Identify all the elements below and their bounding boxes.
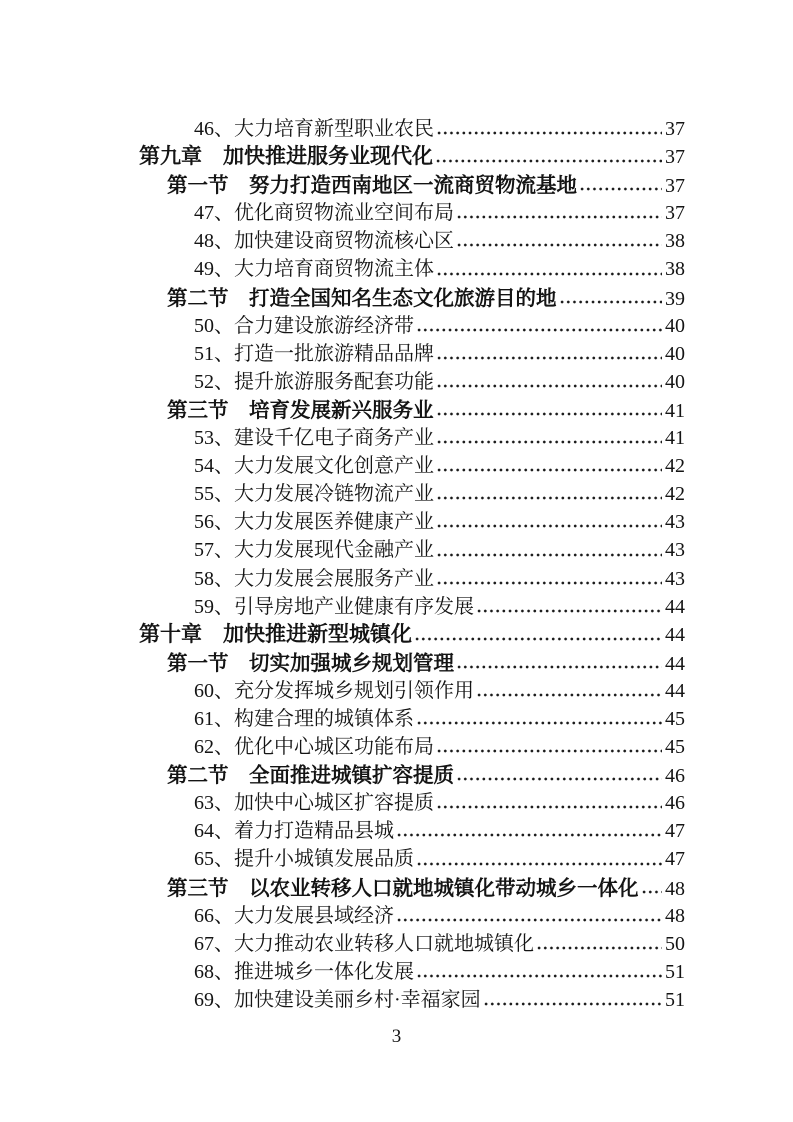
dot-leader (456, 758, 662, 786)
dot-leader (456, 646, 662, 674)
toc-entry-page: 47 (665, 820, 685, 843)
toc-entry-page: 45 (665, 736, 685, 759)
toc-entry-label: 66、大力发展县域经济 (194, 904, 394, 927)
toc-entry-label: 65、提升小城镇发展品质 (194, 848, 414, 871)
toc-entry-label: 第一节 切实加强城乡规划管理 (167, 652, 454, 674)
dot-leader (436, 477, 662, 505)
toc-entry-page: 43 (665, 511, 685, 534)
toc-entry-page: 51 (665, 960, 685, 983)
dot-leader (416, 702, 662, 730)
toc-entry (139, 281, 685, 309)
toc-entry-label: 第三节 培育发展新兴服务业 (167, 399, 434, 422)
toc-entry-label: 第二节 打造全国知名生态文化旅游目的地 (167, 287, 557, 309)
toc-entry (139, 252, 685, 280)
toc-entry-label: 63、加快中心城区扩容提质 (194, 792, 434, 815)
toc-entry-page: 39 (665, 287, 685, 309)
toc-entry-page: 38 (665, 230, 685, 253)
toc-entry-page: 37 (665, 118, 685, 140)
toc-entry-page: 38 (665, 258, 685, 281)
toc-entry-page: 46 (665, 792, 685, 815)
toc-entry (139, 168, 685, 196)
toc-entry (139, 702, 685, 730)
dot-leader (436, 730, 662, 758)
toc-entry-label: 64、着力打造精品县城 (194, 820, 394, 843)
toc-entry-page: 40 (665, 314, 685, 337)
toc-entry (139, 533, 685, 561)
toc-entry-page: 37 (665, 202, 685, 225)
table-of-contents (139, 112, 685, 1011)
toc-entry (139, 196, 685, 224)
toc-entry-page: 44 (665, 595, 685, 618)
toc-entry-page: 44 (665, 679, 685, 702)
toc-entry-label: 67、大力推动农业转移人口就地城镇化 (194, 932, 534, 955)
toc-entry (139, 337, 685, 365)
toc-entry-label: 第十章 加快推进新型城镇化 (139, 622, 412, 646)
toc-entry-page: 51 (665, 988, 685, 1011)
toc-entry (139, 393, 685, 421)
toc-entry-label: 48、加快建设商贸物流核心区 (194, 230, 454, 253)
toc-entry (139, 449, 685, 477)
toc-entry-page: 41 (665, 427, 685, 450)
toc-entry-label: 第九章 加快推进服务业现代化 (139, 145, 433, 169)
toc-entry-label: 第二节 全面推进城镇扩容提质 (167, 765, 454, 787)
toc-entry (139, 112, 685, 140)
dot-leader (436, 365, 662, 393)
dot-leader (436, 786, 662, 814)
toc-entry (139, 786, 685, 814)
toc-entry (139, 140, 685, 168)
dot-leader (436, 393, 663, 421)
toc-entry (139, 674, 685, 702)
toc-entry-page: 42 (665, 483, 685, 506)
toc-entry-page: 37 (665, 175, 685, 197)
page-number: 3 (391, 1026, 402, 1047)
toc-entry (139, 814, 685, 842)
dot-leader (436, 533, 662, 561)
toc-entry-label: 61、构建合理的城镇体系 (194, 707, 414, 730)
dot-leader (483, 983, 662, 1011)
dot-leader (396, 899, 662, 927)
toc-entry-page: 37 (665, 146, 685, 169)
toc-entry-label: 58、大力发展会展服务产业 (194, 567, 434, 590)
toc-entry-label: 59、引导房地产业健康有序发展 (194, 595, 474, 618)
toc-entry-page: 44 (665, 652, 685, 674)
toc-entry-page: 48 (665, 877, 685, 899)
toc-entry-page: 47 (665, 848, 685, 871)
dot-leader (559, 281, 663, 309)
toc-entry-page: 43 (665, 539, 685, 562)
toc-entry (139, 758, 685, 786)
toc-entry-label: 69、加快建设美丽乡村·幸福家园 (194, 988, 481, 1011)
toc-entry (139, 842, 685, 870)
dot-leader (416, 842, 662, 870)
toc-entry (139, 871, 685, 899)
dot-leader (476, 674, 662, 702)
toc-entry (139, 224, 685, 252)
toc-entry-page: 46 (665, 765, 685, 787)
dot-leader (436, 562, 662, 590)
toc-entry-page: 41 (665, 399, 685, 422)
dot-leader (579, 168, 662, 196)
dot-leader (436, 112, 662, 140)
dot-leader (435, 140, 662, 168)
toc-entry (139, 365, 685, 393)
toc-entry (139, 646, 685, 674)
toc-entry-label: 62、优化中心城区功能布局 (194, 736, 434, 759)
toc-entry-page: 40 (665, 370, 685, 393)
toc-entry-label: 49、大力培育商贸物流主体 (194, 258, 434, 281)
toc-entry (139, 309, 685, 337)
toc-entry-label: 46、大力培育新型职业农民 (194, 118, 434, 140)
toc-entry (139, 590, 685, 618)
toc-entry-page: 43 (665, 567, 685, 590)
toc-entry-page: 45 (665, 707, 685, 730)
toc-entry (139, 505, 685, 533)
dot-leader (641, 871, 663, 899)
toc-entry-label: 52、提升旅游服务配套功能 (194, 370, 434, 393)
toc-entry-label: 60、充分发挥城乡规划引领作用 (194, 679, 474, 702)
toc-entry (139, 562, 685, 590)
toc-entry-page: 48 (665, 904, 685, 927)
toc-entry-label: 68、推进城乡一体化发展 (194, 960, 414, 983)
toc-entry (139, 983, 685, 1011)
dot-leader (456, 196, 662, 224)
dot-leader (476, 590, 662, 618)
dot-leader (416, 309, 662, 337)
dot-leader (456, 224, 662, 252)
dot-leader (396, 814, 662, 842)
dot-leader (436, 505, 662, 533)
toc-entry-label: 第三节 以农业转移人口就地城镇化带动城乡一体化 (167, 877, 639, 899)
toc-entry-label: 54、大力发展文化创意产业 (194, 455, 434, 478)
toc-entry (139, 477, 685, 505)
toc-entry (139, 955, 685, 983)
dot-leader (436, 252, 662, 280)
toc-entry-label: 47、优化商贸物流业空间布局 (194, 202, 454, 225)
toc-entry-label: 50、合力建设旅游经济带 (194, 314, 414, 337)
toc-entry-label: 51、打造一批旅游精品品牌 (194, 342, 434, 365)
dot-leader (436, 337, 662, 365)
toc-entry (139, 421, 685, 449)
toc-entry-label: 55、大力发展冷链物流产业 (194, 483, 434, 506)
toc-entry-page: 40 (665, 342, 685, 365)
dot-leader (414, 618, 662, 646)
toc-entry-label: 57、大力发展现代金融产业 (194, 539, 434, 562)
toc-entry (139, 730, 685, 758)
toc-entry-label: 56、大力发展医养健康产业 (194, 511, 434, 534)
dot-leader (416, 955, 662, 983)
toc-entry-label: 53、建设千亿电子商务产业 (194, 427, 434, 450)
toc-entry-page: 44 (665, 623, 685, 646)
toc-entry-page: 42 (665, 455, 685, 478)
dot-leader (436, 421, 662, 449)
toc-entry-label: 第一节 努力打造西南地区一流商贸物流基地 (167, 175, 577, 197)
toc-entry (139, 927, 685, 955)
toc-entry-page: 50 (665, 932, 685, 955)
dot-leader (536, 927, 662, 955)
toc-entry (139, 899, 685, 927)
toc-entry (139, 618, 685, 646)
dot-leader (436, 449, 662, 477)
